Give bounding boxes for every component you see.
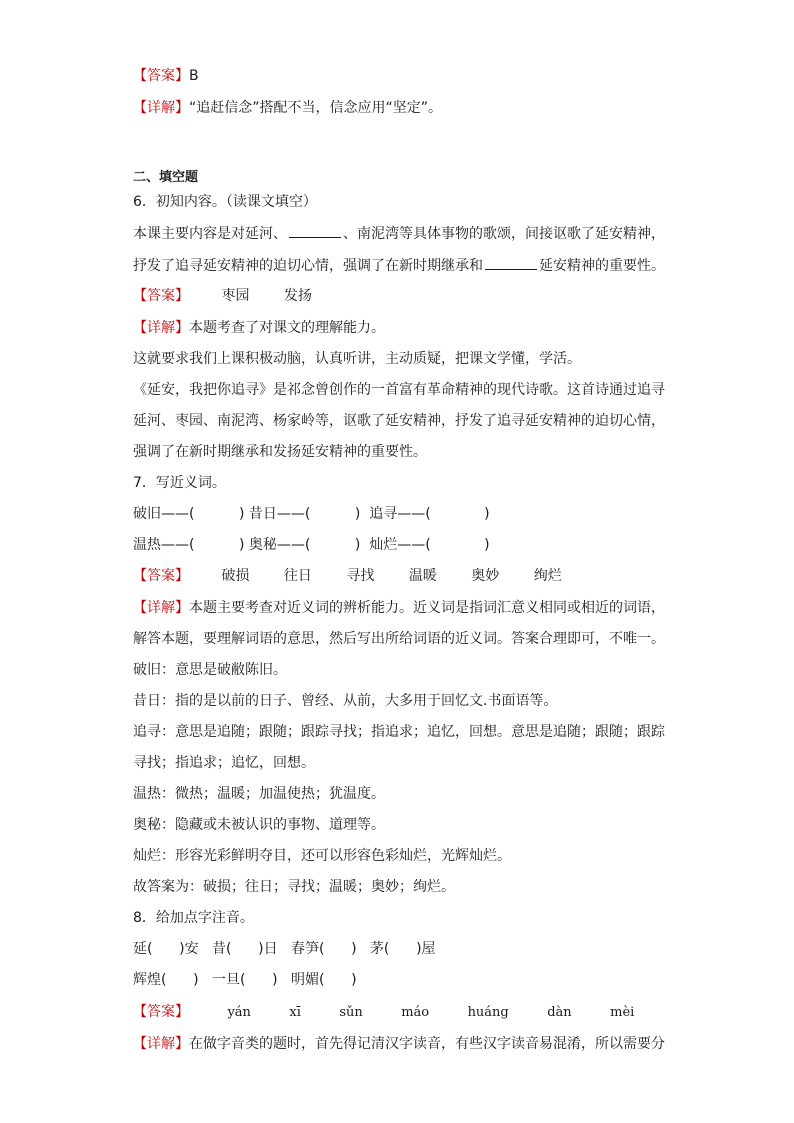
detail-tag: 【详解】 (133, 1036, 189, 1052)
q7-detail-line: 昔日：指的是以前的日子、曾经、从前，大多用于回忆文.书面语等。 (133, 693, 558, 709)
q6-title: 6．初知内容。（读课文填空） (133, 194, 317, 210)
q7-detail-line: 故答案为：破损；往日；寻找；温暖；奥妙；绚烂。 (133, 879, 455, 895)
answer-item: 温暖 (408, 568, 437, 584)
detail-text: 本题考查了对课文的理解能力。 (189, 320, 385, 336)
q8-answer-line (133, 1002, 634, 1023)
answer-item: mèi (610, 1005, 635, 1020)
answer-item: 奥妙 (471, 568, 500, 584)
q7-row1: 破旧——( ) 昔日——( ) 追寻——( ) (133, 506, 490, 522)
answer-item: yán (227, 1005, 251, 1020)
q6-line2 (133, 255, 665, 276)
q7-detail-line: 寻找；指追求；追忆，回想。 (133, 755, 315, 771)
q7-detail-line: 破旧：意思是破敝陈旧。 (133, 662, 287, 678)
detail-tag: 【详解】 (133, 320, 189, 336)
detail-text: “追赶信念”搭配不当，信念应用“坚定”。 (189, 100, 443, 116)
answer-tag: 【答案】 (133, 1004, 189, 1020)
q7-detail-line: 灿烂：形容光彩鲜明夺目，还可以形容色彩灿烂，光辉灿烂。 (133, 848, 511, 864)
answer-item: huáng (467, 1005, 509, 1020)
answer-item: 寻找 (346, 568, 375, 584)
detail-tag: 【详解】 (133, 100, 189, 116)
q7-detail-line: 温热：微热；温暖；加温使热；犹温度。 (133, 786, 385, 802)
q6-answer-line (133, 286, 312, 306)
answer-tag: 【答案】 (133, 568, 189, 584)
answer-item: 绚烂 (533, 568, 562, 584)
q6-detail-line (133, 318, 385, 338)
detail-text: 在做字音类的题时，首先得记清汉字读音，有些汉字读音易混淆，所以需要分 (189, 1036, 665, 1052)
q8-title: 8．给加点字注音。 (133, 910, 254, 926)
answer-value: B (189, 68, 199, 84)
q7-detail-line: 奥秘：隐藏或未被认识的事物、道理等。 (133, 817, 385, 833)
q6-para4: 强调了在新时期继承和发扬延安精神的重要性。 (133, 444, 427, 460)
answer-item: 枣园 (221, 288, 250, 304)
fill-blank (485, 255, 537, 270)
detail-text: 本题主要考查对近义词的辨析能力。近义词是指词汇意义相同或相近的词语， (189, 600, 665, 616)
answer-item: 往日 (283, 568, 312, 584)
q6-line2-a: 抒发了追寻延安精神的迫切心情，强调了在新时期继承和 (133, 258, 483, 274)
q8-row2: 辉煌( ) 一旦( ) 明媚( ) (133, 972, 357, 988)
q6-para2: 《延安，我把你追寻》是祁念曾创作的一首富有革命精神的现代诗歌。这首诗通过追寻 (133, 382, 665, 398)
section-heading: 二、填空题 (133, 170, 199, 185)
q7-detail-line: 追寻：意思是追随；跟随；跟踪寻找；指追求；追忆，回想。意思是追随；跟随；跟踪 (133, 724, 665, 740)
q6-line2-b: 延安精神的重要性。 (539, 258, 665, 274)
q7-title: 7．写近义词。 (133, 475, 226, 491)
q7-row2: 温热——( ) 奥秘——( ) 灿烂——( ) (133, 537, 490, 553)
answer-tag: 【答案】 (133, 288, 189, 304)
answer-item: 破损 (221, 568, 250, 584)
detail-tag: 【详解】 (133, 600, 189, 616)
q6-line1-b: 、南泥湾等具体事物的歌颂，间接讴歌了延安精神， (343, 226, 665, 242)
q8-detail-line (133, 1034, 665, 1054)
answer-item: máo (401, 1005, 430, 1020)
answer-item: 发扬 (283, 288, 312, 304)
q6-para1: 这就要求我们上课积极动脑，认真听讲，主动质疑，把课文学懂，学活。 (133, 351, 581, 367)
answer-item: sǔn (339, 1005, 363, 1020)
answer-item: dàn (547, 1005, 572, 1020)
q6-para3: 延河、枣园、南泥湾、杨家岭等，讴歌了延安精神，抒发了追寻延安精神的迫切心情， (133, 413, 665, 429)
q7-detail-line: 解答本题，要理解词语的意思，然后写出所给词语的近义词。答案合理即可，不唯一。 (133, 631, 665, 647)
q6-line1 (133, 223, 665, 244)
q5-answer-line (133, 66, 199, 86)
answer-tag: 【答案】 (133, 68, 189, 84)
answer-item: xī (289, 1005, 301, 1020)
q8-row1: 延( )安 昔( )日 春笋( ) 茅( )屋 (133, 941, 436, 957)
fill-blank (289, 223, 341, 238)
q6-line1-a: 本课主要内容是对延河、 (133, 226, 287, 242)
q7-detail-line (133, 598, 665, 618)
q5-detail-line (133, 98, 442, 118)
q7-answer-line (133, 566, 562, 586)
